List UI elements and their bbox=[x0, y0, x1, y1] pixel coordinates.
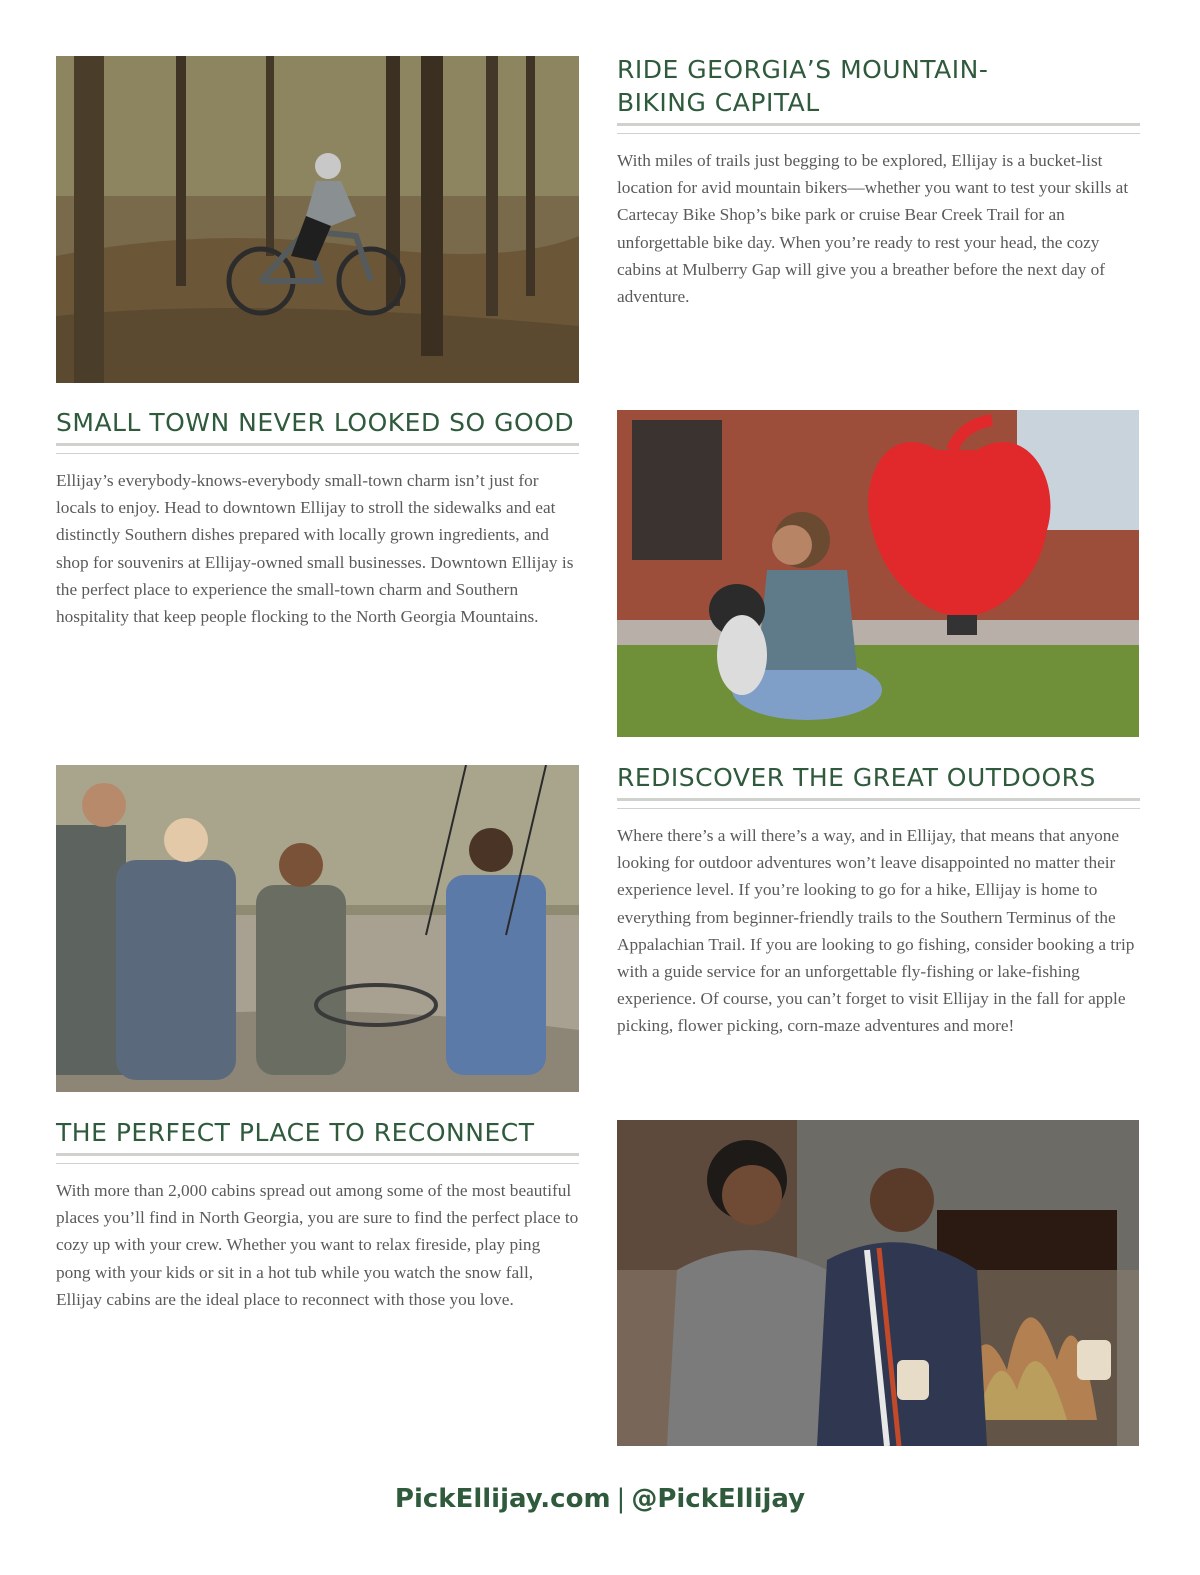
footer-separator: | bbox=[616, 1484, 626, 1514]
mountain-biker-photo bbox=[56, 56, 579, 383]
heading-rule bbox=[56, 443, 579, 454]
fireplace-couple-photo bbox=[617, 1120, 1139, 1446]
website-link[interactable]: PickEllijay.com bbox=[394, 1484, 611, 1514]
heading-rule bbox=[617, 798, 1140, 809]
section-heading: THE PERFECT PLACE TO RECONNECT bbox=[56, 1118, 535, 1147]
fly-fishing-photo bbox=[56, 765, 579, 1092]
section-body: Where there’s a will there’s a way, and in Ellijay, that means that anyone looking for outdoor adventures won’t leave disappointed no matter their experience level. If you’re looking to go for a hike, Ellijay is home to everything from beginner-friendly trails to the Southern Terminus of the Appalachian Trail. If you are looking to go fishing, consider booking a trip with a guide service for an unforgettable fly-fishing or lake-fishing experience. Of course, you can’t forget to visit Ellijay in the fall for apple picking, flower picking, corn-maze adventures and more! bbox=[617, 826, 1135, 1036]
heading-line-1: RIDE GEORGIA’S MOUNTAIN- bbox=[617, 55, 989, 84]
apple-sculpture-dog-photo bbox=[617, 410, 1139, 737]
section-body: With more than 2,000 cabins spread out among some of the most beautiful places you’ll find in North Georgia, you are sure to find the perfect place to cozy up with your crew. Whether you want to relax fireside, play ping pong with your kids or sit in a hot tub while you watch the snow fall, Ellijay cabins are the ideal place to reconnect with those you love. bbox=[56, 1181, 579, 1309]
section-small-town bbox=[56, 406, 579, 630]
section-mountain-biking bbox=[617, 53, 1140, 310]
heading-rule bbox=[617, 123, 1140, 134]
footer bbox=[0, 1484, 1200, 1514]
section-heading: REDISCOVER THE GREAT OUTDOORS bbox=[617, 763, 1096, 792]
section-body: With miles of trails just begging to be explored, Ellijay is a bucket-list location for avid mountain bikers—whether you want to test your skills at Cartecay Bike Shop’s bike park or cruise Bear Creek Trail for an unforgettable bike day. When you’re ready to rest your head, the cozy cabins at Mulberry Gap will give you a breather before the next day of adventure. bbox=[617, 151, 1129, 307]
section-great-outdoors bbox=[617, 761, 1140, 1040]
section-body: Ellijay’s everybody-knows-everybody small-town charm isn’t just for locals to enjoy. Head to downtown Ellijay to stroll the sidewalks and eat distinctly Southern dishes prepared with locally grown ingredients, and shop for souvenirs at Ellijay-owned small businesses. Downtown Ellijay is the perfect place to experience the small-town charm and Southern hospitality that keep people flocking to the North Georgia Mountains. bbox=[56, 471, 574, 627]
heading-rule bbox=[56, 1153, 579, 1164]
section-heading bbox=[617, 53, 1140, 123]
heading-line-2: BIKING CAPITAL bbox=[617, 88, 820, 117]
section-heading: SMALL TOWN NEVER LOOKED SO GOOD bbox=[56, 408, 575, 437]
section-reconnect bbox=[56, 1116, 579, 1313]
social-handle[interactable]: @PickEllijay bbox=[631, 1484, 806, 1514]
